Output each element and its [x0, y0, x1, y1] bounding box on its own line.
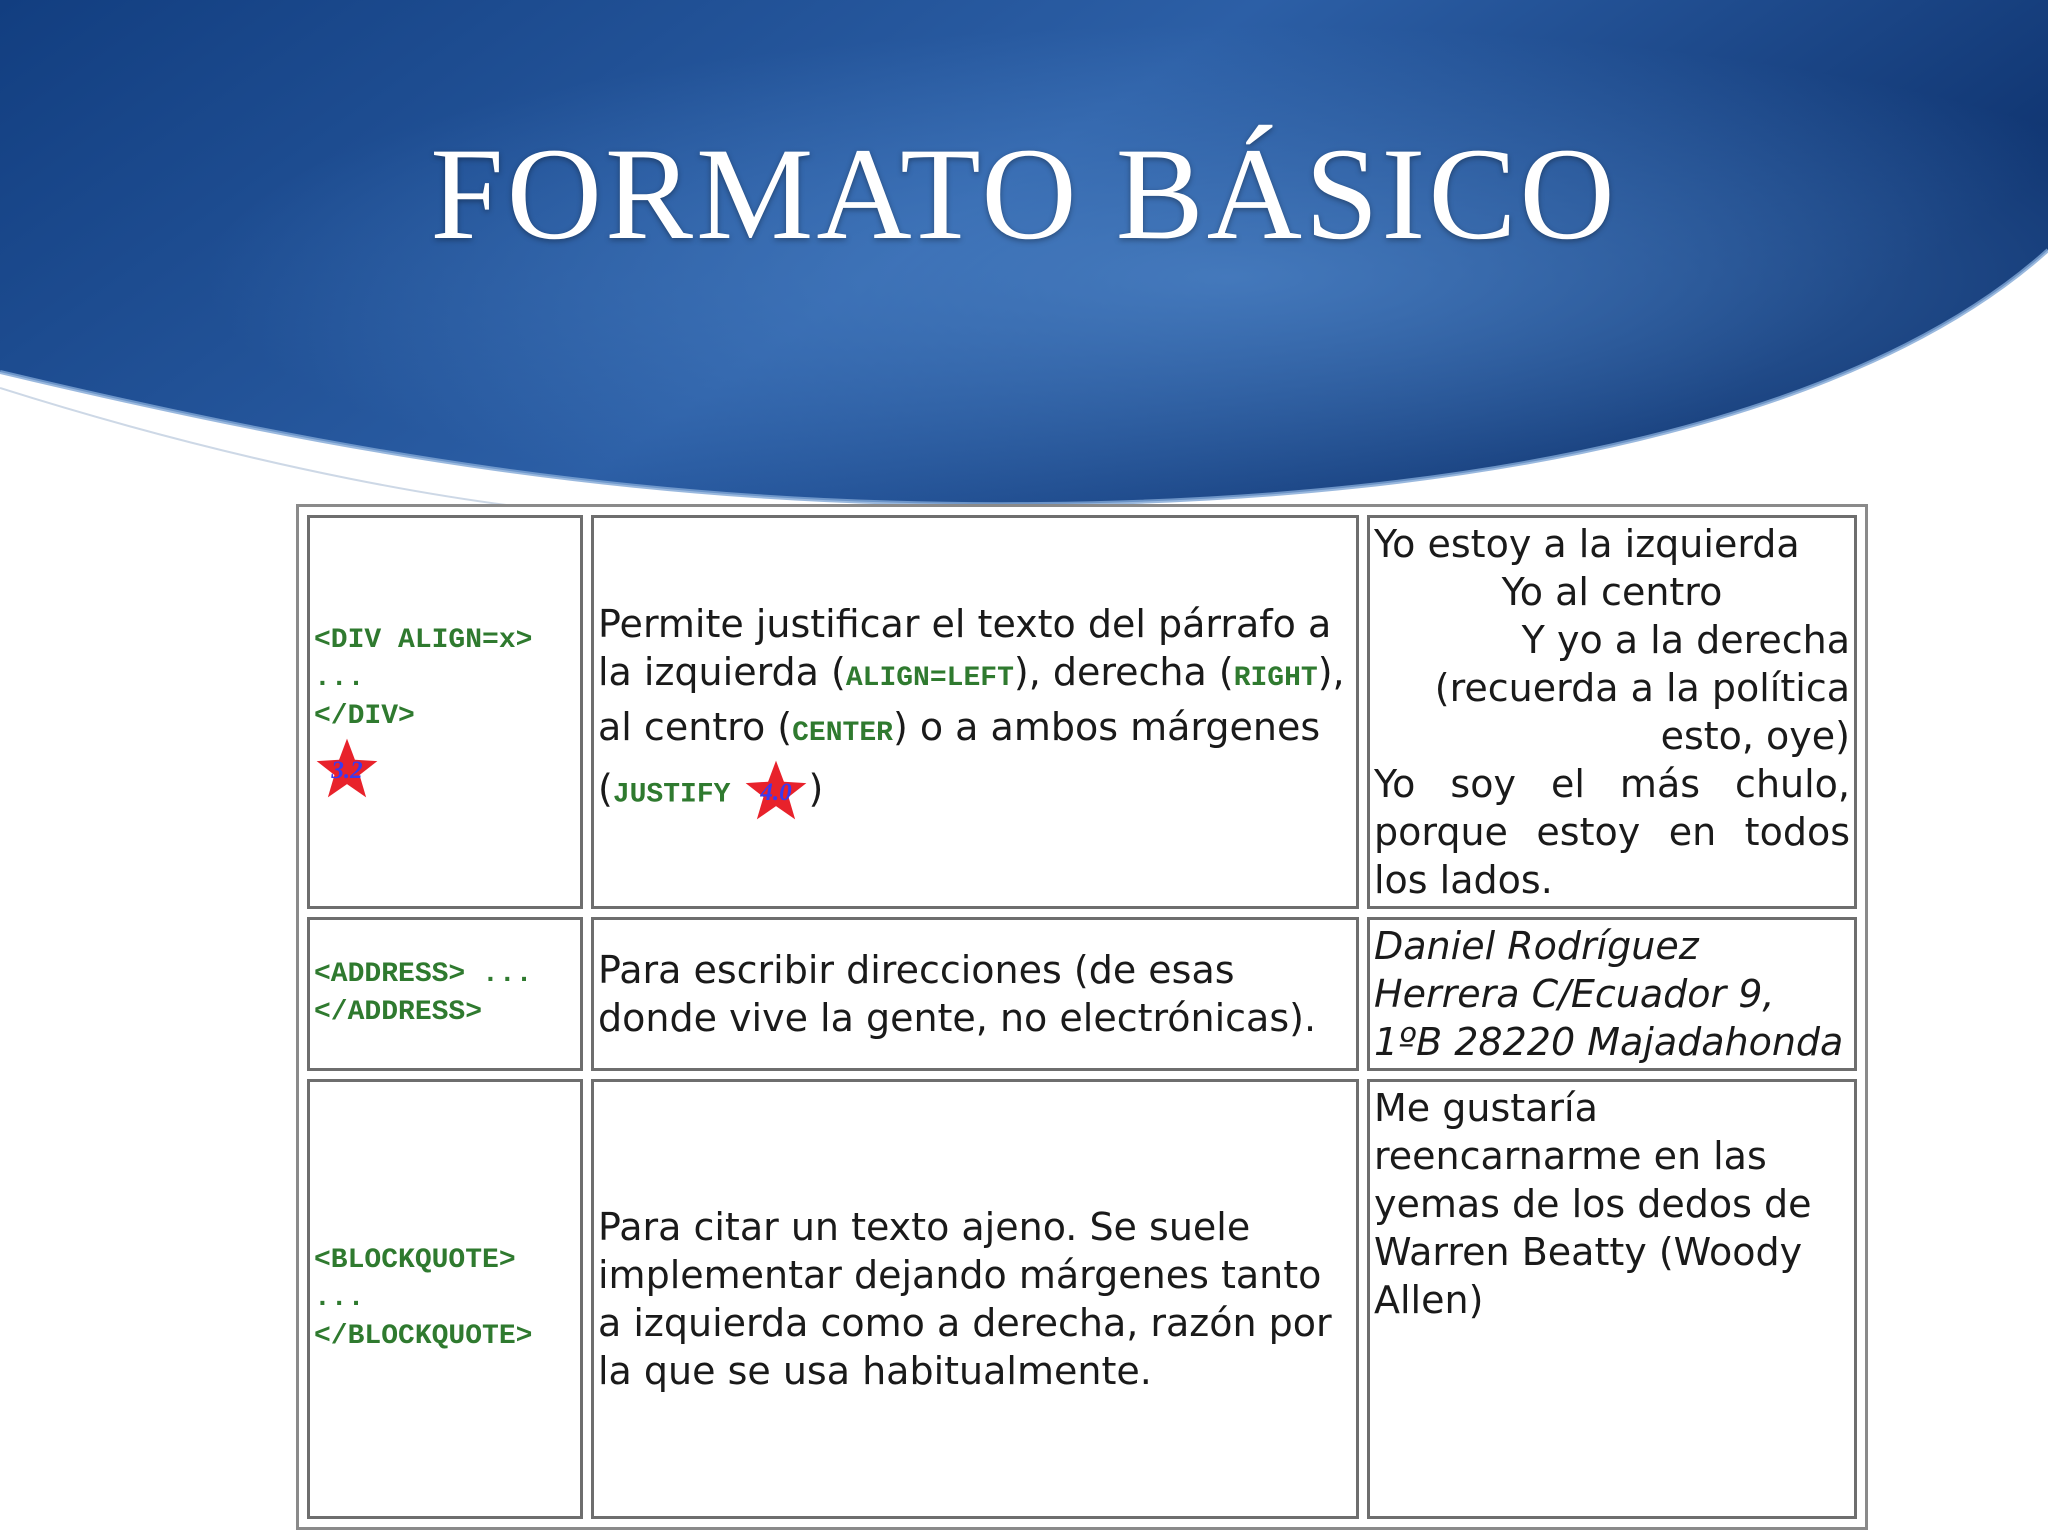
table-row-address	[307, 917, 1857, 1071]
keyword-align-left: ALIGN=LEFT	[845, 663, 1014, 694]
tag-cell-div	[307, 515, 583, 909]
desc-text: )	[808, 766, 824, 811]
desc-cell-blockquote: Para citar un texto ajeno. Se suele implementar dejando márgenes tanto a izquierda como a derecha, razón por la que se usa habitualmente.	[591, 1079, 1359, 1519]
tag-line: </DIV>	[314, 701, 415, 732]
tag-cell-blockquote	[307, 1079, 583, 1519]
tag-line: <BLOCKQUOTE>	[314, 1245, 516, 1276]
desc-text: ), al centro (	[598, 650, 1345, 749]
example-right-aligned: esto, oye)	[1660, 714, 1850, 758]
example-cell-blockquote: Me gustaría reencarnarme en las yemas de los dedos de Warren Beatty (Woody Allen)	[1367, 1079, 1857, 1519]
example-cell-address: Daniel Rodríguez Herrera C/Ecuador 9, 1ºB 28220 Majadahonda	[1367, 917, 1857, 1071]
example-right-aligned: (recuerda a la política	[1434, 666, 1850, 710]
example-center-aligned: Yo al centro	[1501, 570, 1723, 614]
desc-text: ) o a ambos márgenes (	[598, 705, 1321, 811]
tag-line: ...	[314, 663, 365, 694]
keyword-center: CENTER	[792, 718, 893, 749]
desc-cell-address: Para escribir direcciones (de esas donde vive la gente, no electrónicas).	[591, 917, 1359, 1071]
keyword-justify: JUSTIFY	[612, 779, 731, 811]
example-left-aligned: Yo estoy a la izquierda	[1374, 522, 1800, 566]
desc-cell-div	[591, 515, 1359, 909]
example-cell-div	[1367, 515, 1857, 909]
keyword-right: RIGHT	[1233, 663, 1318, 694]
tag-cell-address	[307, 917, 583, 1071]
example-justified: Yo soy el más chulo, porque estoy en todos los lados.	[1374, 762, 1850, 902]
html-tags-table	[296, 504, 1868, 1530]
tag-line: </ADDRESS>	[314, 997, 483, 1028]
slide-title: FORMATO BÁSICO	[430, 120, 1618, 267]
tag-line: </BLOCKQUOTE>	[314, 1321, 533, 1352]
html-version-star-icon	[743, 758, 809, 824]
tag-line: <DIV ALIGN=x>	[314, 625, 533, 656]
desc-text: ), derecha (	[1013, 650, 1234, 694]
desc-text: Permite justificar el texto del párrafo a la izquierda (	[598, 602, 1332, 694]
table-row-div	[307, 515, 1857, 909]
tag-line: <ADDRESS> ...	[314, 959, 533, 990]
star-badge-label: 3.2	[331, 757, 363, 785]
example-right-aligned: Y yo a la derecha	[1521, 618, 1850, 662]
tag-line: ...	[314, 1283, 365, 1314]
html-version-star-icon	[314, 736, 380, 802]
table-row-blockquote	[307, 1079, 1857, 1519]
star-badge-label: 4.0	[759, 779, 792, 807]
header-wave-band	[0, 0, 2048, 560]
